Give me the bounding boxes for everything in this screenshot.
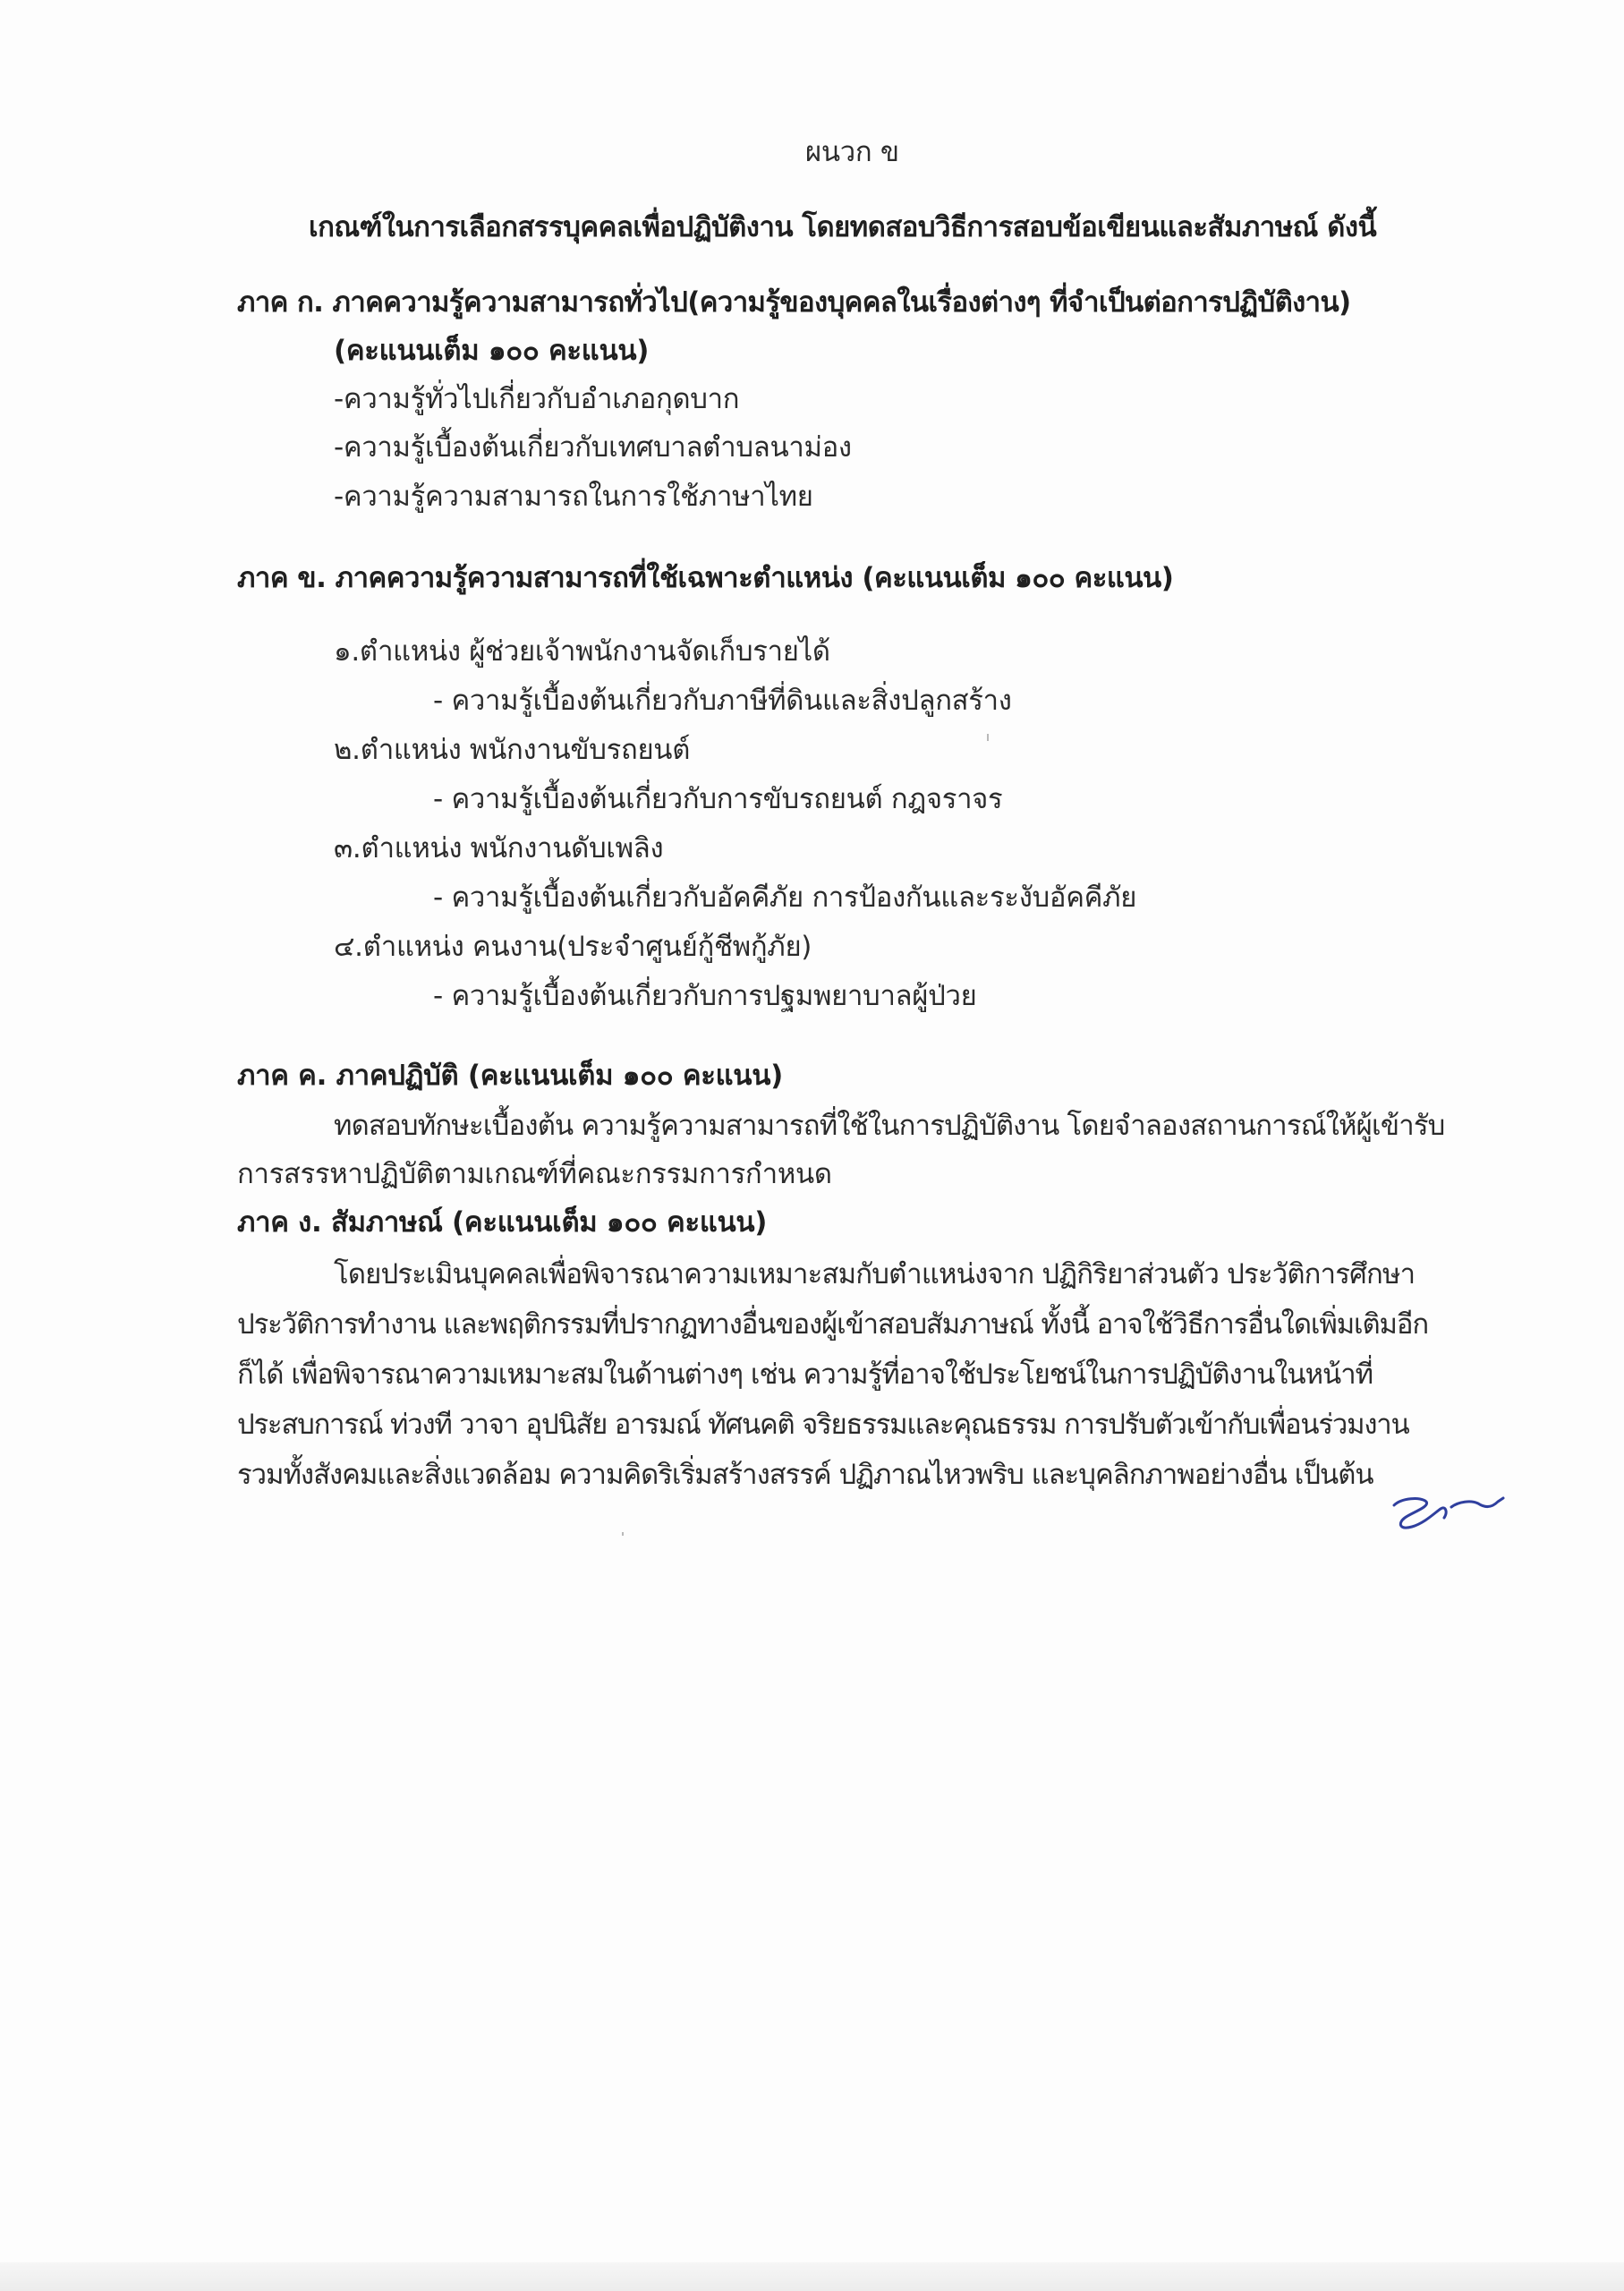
position-title: ๔.ตำแหน่ง คนงาน(ประจำศูนย์กู้ชีพกู้ภัย): [334, 931, 812, 963]
scan-speck: [622, 1532, 624, 1536]
part-c-text: การสรรหาปฏิบัติตามเกณฑ์ที่คณะกรรมการกำหนด: [237, 1158, 832, 1190]
part-d-text: ก็ได้ เพื่อพิจารณาความเหมาะสมในด้านต่างๆ เช่น ความรู้ที่อาจใช้ประโยชน์ในการปฏิบัติงานในหน้าที่: [237, 1358, 1373, 1391]
part-d-text: โดยประเมินบุคคลเพื่อพิจารณาความเหมาะสมกับตำแหน่งจาก ปฏิกิริยาส่วนตัว ประวัติการศึกษา: [334, 1258, 1416, 1290]
part-d-text: รวมทั้งสังคมและสิ่งแวดล้อม ความคิดริเริ่มสร้างสรรค์ ปฏิภาณไหวพริบ และบุคลิกภาพอย่างอื่น เป็นต้น: [237, 1459, 1373, 1491]
part-a-title: ภาค ก. ภาคความรู้ความสามารถทั่วไป(ความรู้ของบุคคลในเรื่องต่างๆ ที่จำเป็นต่อการปฏิบัติงาน): [237, 286, 1351, 319]
part-c-title: ภาค ค. ภาคปฏิบัติ (คะแนนเต็ม ๑๐๐ คะแนน): [237, 1060, 783, 1092]
part-b-title: ภาค ข. ภาคความรู้ความสามารถที่ใช้เฉพาะตำแหน่ง (คะแนนเต็ม ๑๐๐ คะแนน): [237, 562, 1174, 594]
part-a-item: -ความรู้ทั่วไปเกี่ยวกับอำเภอกุดบาก: [334, 383, 740, 415]
part-a-score: (คะแนนเต็ม ๑๐๐ คะแนน): [334, 335, 650, 367]
part-a-item: -ความรู้ความสามารถในการใช้ภาษาไทย: [334, 481, 813, 513]
part-c-text: ทดสอบทักษะเบื้องต้น ความรู้ความสามารถที่ใช้ในการปฏิบัติงาน โดยจำลองสถานการณ์ให้ผู้เข้ารับ: [334, 1110, 1445, 1142]
position-detail: - ความรู้เบื้องต้นเกี่ยวกับการขับรถยนต์ กฎจราจร: [433, 783, 1003, 815]
position-title: ๑.ตำแหน่ง ผู้ช่วยเจ้าพนักงานจัดเก็บรายได้: [334, 635, 830, 668]
part-d-text: ประวัติการทำงาน และพฤติกรรมที่ปรากฏทางอื่นของผู้เข้าสอบสัมภาษณ์ ทั้งนี้ อาจใช้วิธีการอื่นใดเพิ่มเติมอีก: [237, 1308, 1429, 1341]
scan-edge: [0, 2262, 1624, 2291]
part-d-title: ภาค ง. สัมภาษณ์ (คะแนนเต็ม ๑๐๐ คะแนน): [237, 1206, 768, 1239]
position-title: ๓.ตำแหน่ง พนักงานดับเพลิง: [334, 832, 664, 864]
scan-speck: [987, 734, 989, 741]
document-title: ผนวก ข: [805, 136, 899, 168]
part-a-item: -ความรู้เบื้องต้นเกี่ยวกับเทศบาลตำบลนาม่อง: [334, 431, 852, 464]
signature: [1385, 1482, 1519, 1536]
position-detail: - ความรู้เบื้องต้นเกี่ยวกับภาษีที่ดินและสิ่งปลูกสร้าง: [433, 685, 1012, 717]
position-title: ๒.ตำแหน่ง พนักงานขับรถยนต์: [334, 734, 691, 766]
part-d-text: ประสบการณ์ ท่วงที วาจา อุปนิสัย อารมณ์ ทัศนคติ จริยธรรมและคุณธรรม การปรับตัวเข้ากับเพื่อนร่วมงาน: [237, 1409, 1409, 1441]
position-detail: - ความรู้เบื้องต้นเกี่ยวกับอัคคีภัย การป้องกันและระงับอัคคีภัย: [433, 881, 1137, 914]
document-heading: เกณฑ์ในการเลือกสรรบุคคลเพื่อปฏิบัติงาน โดยทดสอบวิธีการสอบข้อเขียนและสัมภาษณ์ ดังนี้: [309, 211, 1377, 243]
position-detail: - ความรู้เบื้องต้นเกี่ยวกับการปฐมพยาบาลผู้ป่วย: [433, 980, 977, 1012]
